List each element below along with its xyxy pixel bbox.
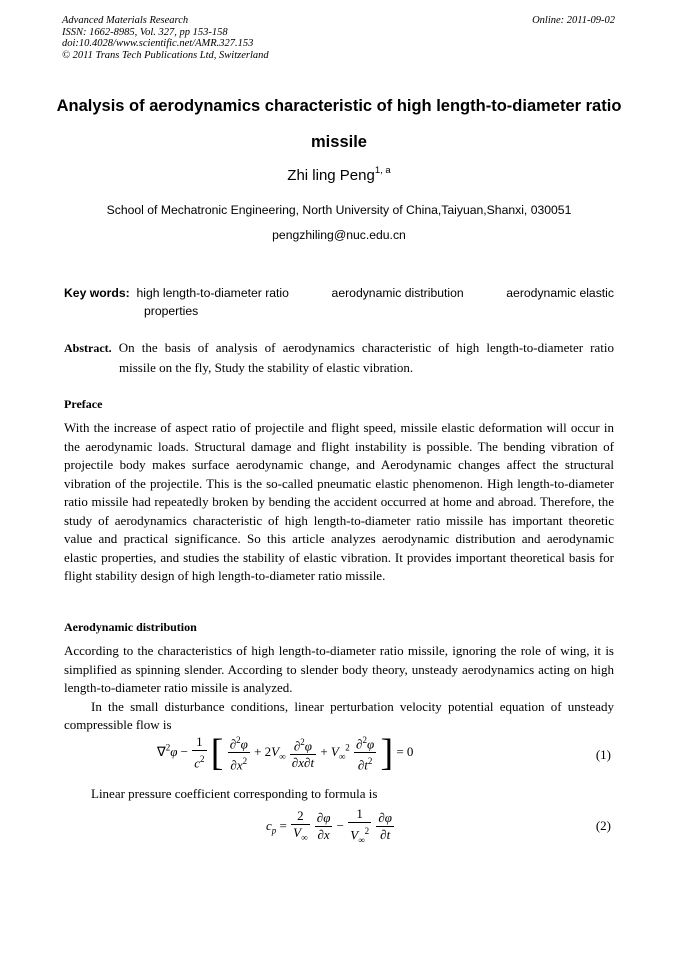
aero-paragraph-2: In the small disturbance conditions, linear perturbation velocity potential equation of unsteady compressible flow is xyxy=(64,698,614,732)
title-line-2: missile xyxy=(311,133,367,151)
preface-heading: Preface xyxy=(64,397,103,411)
aero-paragraph-1: According to the characteristics of high length-to-diameter ratio missile, ignoring the role of wing, it is simplified as spinning slender. According to slender body theory, unsteady aerodynamics acting on high length-to-diameter ratio missile is analyzed. xyxy=(64,643,614,695)
equation-2-lead: Linear pressure coefficient corresponding to formula is xyxy=(91,786,378,801)
affiliation: School of Mechatronic Engineering, North University of China,Taiyuan,Shanxi, 030051 xyxy=(106,203,572,217)
keyword-3-cont: properties xyxy=(144,304,199,318)
keyword-2: aerodynamic distribution xyxy=(331,286,464,300)
abstract-label: Abstract. xyxy=(64,341,112,355)
aero-text xyxy=(64,642,614,735)
preface-text xyxy=(64,419,614,586)
copyright: © 2011 Trans Tech Publications Ltd, Switzerland xyxy=(62,49,269,61)
keyword-3: aerodynamic elastic xyxy=(506,286,614,300)
equation-2: $c_p$ = $\frac{2}{V_\infty}$ $\frac{\partial\varphi}{\partial x}$ − $\frac{1}{V_\infty^2}$ $\frac{\partial\varphi}{\partial t}$ xyxy=(266,806,392,845)
equation-2-number: (2) xyxy=(595,818,611,833)
author-name: Zhi ling Peng xyxy=(287,167,375,184)
online-date: Online: 2011-09-02 xyxy=(532,15,615,26)
issn: ISSN: 1662-8985, Vol. 327, pp 153-158 xyxy=(62,26,228,38)
journal-header xyxy=(62,15,615,61)
equation-1: ∇$^2$φ − $\frac{1}{c^2}$ [ $\frac{\partial^2\varphi}{\partial x^2}$ + $2V_\infty$ $\frac{\partial^2\varphi}{\partial x\partial t}$ + $V_\infty^2$ $\frac{\partial^2\varphi}{\partial t^2}$ ] = 0 xyxy=(157,731,414,774)
journal-name: Advanced Materials Research xyxy=(62,15,189,26)
keywords-label: Key words: xyxy=(64,286,130,300)
author-superscript: 1, a xyxy=(374,165,391,176)
abstract xyxy=(64,338,614,377)
abstract-line-2: missile on the fly, Study the stability of elastic vibration. xyxy=(119,360,414,375)
keywords xyxy=(64,284,614,320)
aero-heading: Aerodynamic distribution xyxy=(64,620,197,634)
author xyxy=(0,167,678,184)
keyword-1: high length-to-diameter ratio xyxy=(136,286,289,300)
equation-1-number: (1) xyxy=(595,747,611,762)
paper-title xyxy=(40,88,638,160)
preface-paragraph: With the increase of aspect ratio of projectile and flight speed, missile elastic deformation will occur in the aerodynamic loads. Structural damage and flight instability is possible. The bending vibration of projectile body makes surface aerodynamic change, and Aerodynamic changes affect the structural vibration of the projectile. This is the so-called pneumatic elastic phenomenon. High length-to-diameter ratio missile had repeatedly broken by bending the accident occurred at home and abroad. Therefore, the study of aerodynamics characteristic of high length-to-diameter ratio missile has important theoretic value and practical significance. So this article analyzes aerodynamic distribution and aerodynamic elastic properties, and studies the stability of elastic vibration. It provides important theoretical basis for flight stability design of high length-to-diameter ratio missile. xyxy=(64,420,614,583)
doi: doi:10.4028/www.scientific.net/AMR.327.153 xyxy=(62,38,254,49)
email: pengzhiling@nuc.edu.cn xyxy=(272,228,406,242)
abstract-line-1: On the basis of analysis of aerodynamics characteristic of high length-to-diameter ratio xyxy=(118,340,614,355)
title-line-1: Analysis of aerodynamics characteristic of high length-to-diameter ratio xyxy=(56,97,622,115)
